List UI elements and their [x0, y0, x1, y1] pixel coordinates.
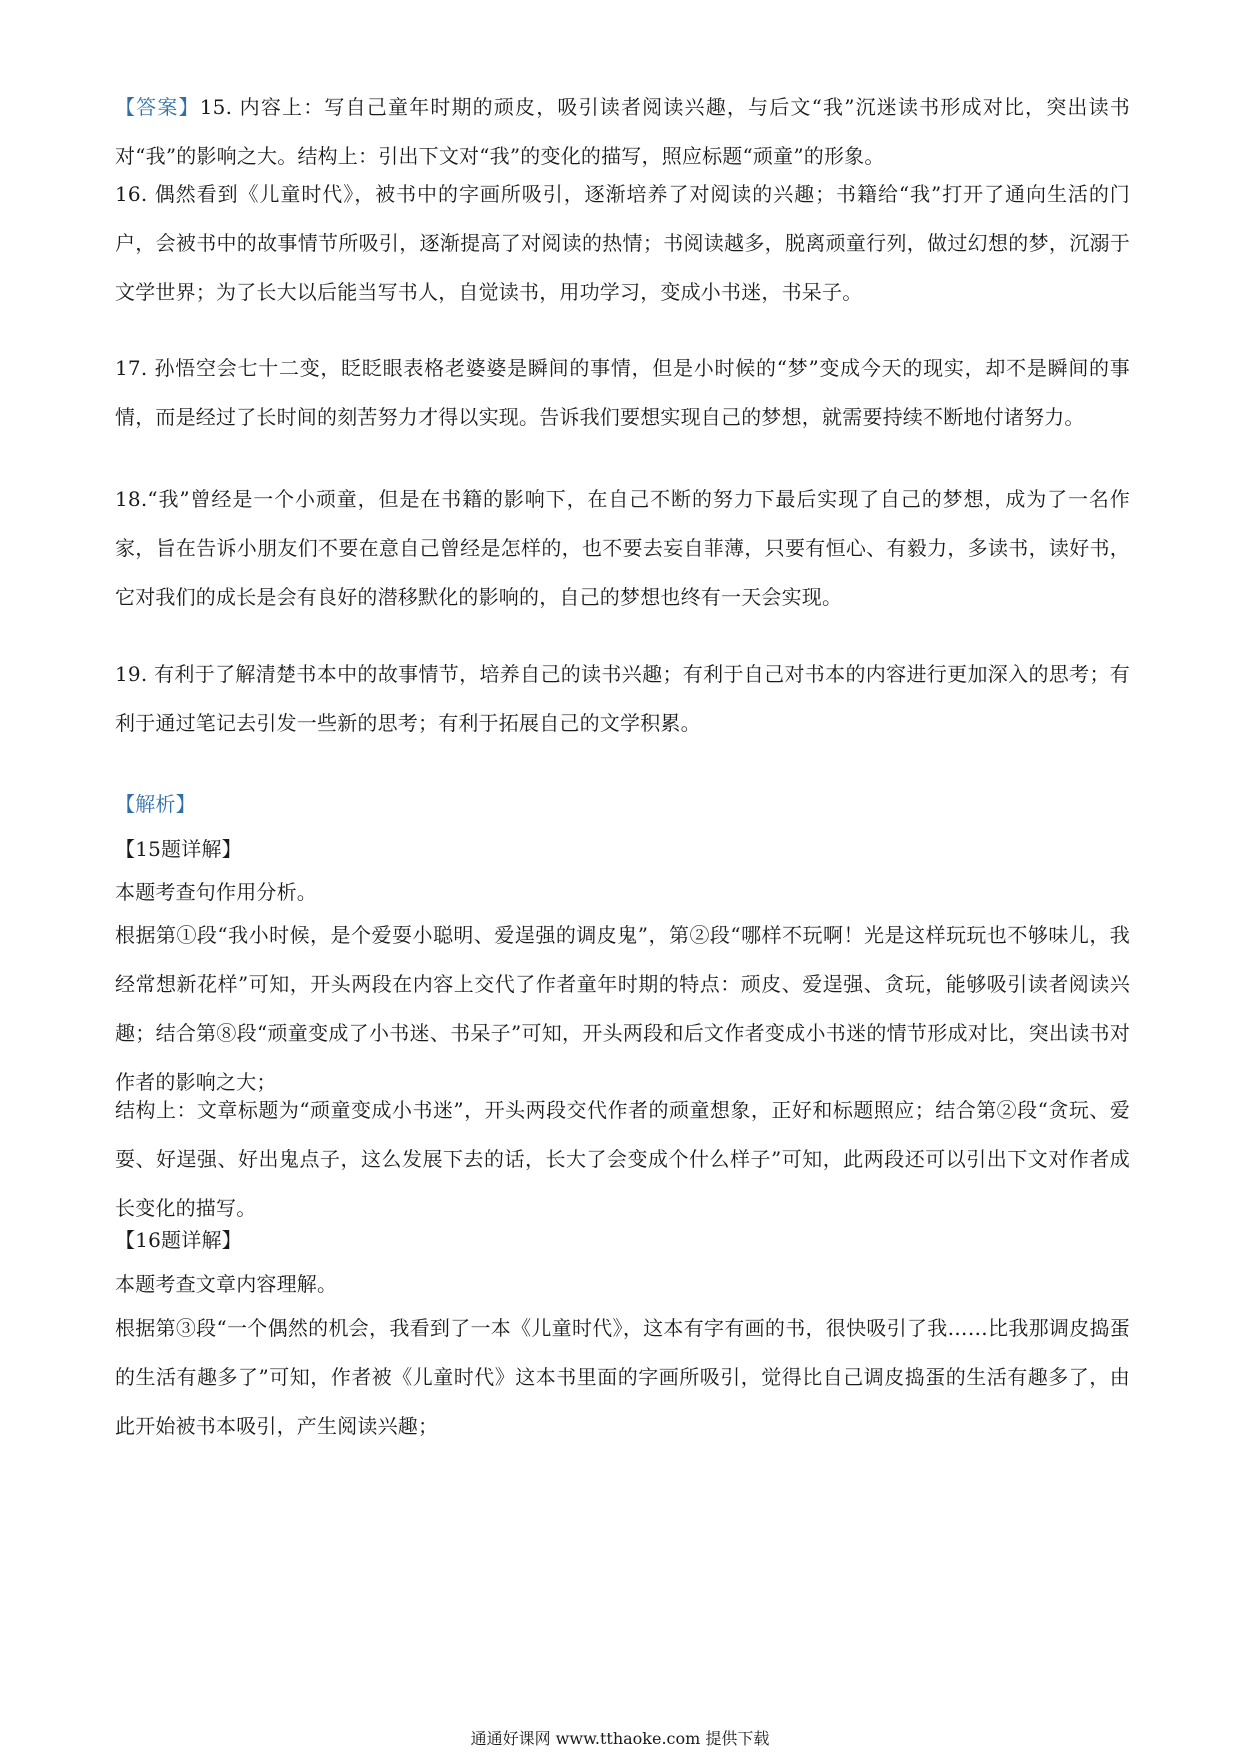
q15-detail-structure: 结构上：文章标题为“顽童变成小书迷”，开头两段交代作者的顽童想象，正好和标题照应；结合第②段“贪玩、爱耍、好逞强、好出鬼点子，这么发展下去的话，长大了会变成个什么样子”可知，此两段还可以引出下文对作者成长变化的描写。: [115, 1098, 1130, 1220]
answer-tag: 【答案】: [115, 95, 200, 119]
answer-q19: 19. 有利于了解清楚书本中的故事情节，培养自己的读书兴趣；有利于自己对书本的内容进行更加深入的思考；有利于通过笔记去引发一些新的思考；有利于拓展自己的文学积累。: [115, 662, 1130, 735]
q15-detail-heading: 【15题详解】: [115, 837, 242, 861]
q15-detail-content: 根据第①段“我小时候，是个爱耍小聪明、爱逞强的调皮鬼”，第②段“哪样不玩啊！光是这样玩玩也不够味儿，我经常想新花样”可知，开头两段在内容上交代了作者童年时期的特点：顽皮、爱逞强、贪玩，能够吸引读者阅读兴趣；结合第⑧段“顽童变成了小书迷、书呆子”可知，开头两段和后文作者变成小书迷的情节形成对比，突出读书对作者的影响之大；: [115, 923, 1130, 1094]
analysis-tag: 【解析】: [115, 792, 196, 816]
answer-q17: 17. 孙悟空会七十二变，眨眨眼表格老婆婆是瞬间的事情，但是小时候的“梦”变成今天的现实，却不是瞬间的事情，而是经过了长时间的刻苦努力才得以实现。告诉我们要想实现自己的梦想，就需要持续不断地付诸努力。: [115, 356, 1130, 429]
answer-q15: [115, 83, 1130, 181]
q16-detail-intro: 本题考查文章内容理解。: [115, 1272, 338, 1296]
answer-q15-text: 15. 内容上：写自己童年时期的顽皮，吸引读者阅读兴趣，与后文“我”沉迷读书形成对比，突出读书对“我”的影响之大。结构上：引出下文对“我”的变化的描写，照应标题“顽童”的形象。: [115, 95, 1130, 168]
page-footer: 通通好课网 www.tthaoke.com 提供下载: [470, 1729, 770, 1748]
q16-detail-heading: 【16题详解】: [115, 1228, 242, 1252]
q15-detail-intro: 本题考查句作用分析。: [115, 880, 317, 904]
q16-detail-content: 根据第③段“一个偶然的机会，我看到了一本《儿童时代》，这本有字有画的书，很快吸引了我……比我那调皮捣蛋的生活有趣多了”可知，作者被《儿童时代》这本书里面的字画所吸引，觉得比自己调皮捣蛋的生活有趣多了，由此开始被书本吸引，产生阅读兴趣；: [115, 1316, 1130, 1438]
answer-q16: 16. 偶然看到《儿童时代》，被书中的字画所吸引，逐渐培养了对阅读的兴趣；书籍给“我”打开了通向生活的门户，会被书中的故事情节所吸引，逐渐提高了对阅读的热情；书阅读越多，脱离顽童行列，做过幻想的梦，沉溺于文学世界；为了长大以后能当写书人，自觉读书，用功学习，变成小书迷，书呆子。: [115, 182, 1130, 304]
answer-q18: 18.“我”曾经是一个小顽童，但是在书籍的影响下，在自己不断的努力下最后实现了自己的梦想，成为了一名作家，旨在告诉小朋友们不要在意自己曾经是怎样的，也不要去妄自菲薄，只要有恒心、有毅力，多读书，读好书，它对我们的成长是会有良好的潜移默化的影响的，自己的梦想也终有一天会实现。: [115, 487, 1130, 609]
